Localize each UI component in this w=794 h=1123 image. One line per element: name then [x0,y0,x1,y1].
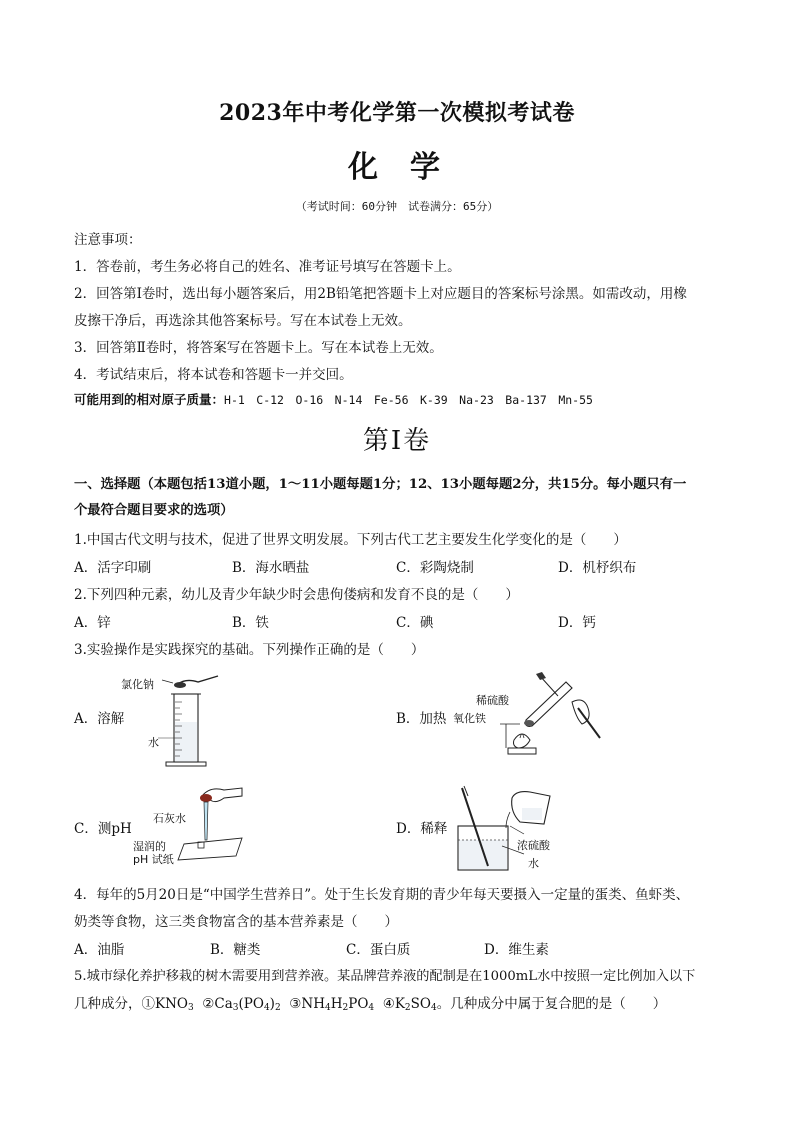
fig-c-label-paper-2: pH 试纸 [133,853,174,866]
q2-option-d: D．钙 [558,615,596,631]
exam-info: （考试时间：60分钟 试卷满分：65分） [295,200,499,213]
q4-option-b: B．糖类 [210,942,261,958]
q1-option-a: A．活字印刷 [74,560,152,576]
question-1-stem: 1.中国古代文明与技术，促进了世界文明发展。下列古代工艺主要发生化学变化的是（ ） [74,532,627,548]
section-heading-line-2: 个最符合题目要求的选项） [74,503,234,518]
atomic-masses-line [74,390,593,408]
q2-option-c: C．碘 [396,615,434,631]
subject-heading [0,142,794,186]
q5-compound-2: $②Ca_3(PO_4)_2$ [202,996,281,1013]
fig-a-label-solute: 氯化钠 [121,678,154,691]
fig-d-label-acid: 浓硫酸 [517,839,550,852]
fig-d-label-water: 水 [528,857,539,870]
note-item: 2．回答第Ⅰ卷时，选出每小题答案后，用2B铅笔把答题卡上对应题目的答案标号涂黑。如需改动，用橡 [74,286,687,302]
note-item: 3．回答第Ⅱ卷时，将答案写在答题卡上。写在本试卷上无效。 [74,340,443,356]
exam-title: 2023年中考化学第一次模拟考试卷 [219,100,575,126]
q5-compound-3: $③NH_4H_2PO_4$ [289,996,375,1013]
part-1-title: 第Ⅰ卷 [362,426,432,456]
question-3-stem: 3.实验操作是实践探究的基础。下列操作正确的是（ ） [74,642,425,658]
question-4-stem-line-2: 奶类等食物，这三类食物富含的基本营养素是（ ） [74,914,398,930]
fig-d-dilution-illustration [450,782,570,874]
q5-compound-1: $①KNO_3$ [141,996,194,1013]
fig-a-label-water: 水 [148,736,159,749]
question-5-stem-line-1: 5.城市绿化养护移栽的树木需要用到营养液。某品牌营养液的配制是在1000mL水中按照一定比例加入以下 [74,969,696,984]
fig-b-label-acid: 稀硫酸 [476,694,509,707]
section-heading-line-1: 一、选择题（本题包括13道小题，1～11小题每题1分；12、13小题每题2分，共15分。每小题只有一 [74,477,687,492]
question-4-stem-line-1: 4．每年的5月20日是“中国学生营养日”。处于生长发育期的青少年每天要摄入一定量的蛋类、鱼虾类、 [74,887,690,903]
subject-char-1: 化 [348,150,384,185]
q3-option-d: D．稀释 [396,821,448,837]
q4-option-d: D．维生素 [484,942,549,958]
q5-suffix: 。几种成分中属于复合肥的是（ ） [436,996,667,1012]
q3-option-b: B．加热 [396,711,447,727]
q5-compound-4: $④K_2SO_4$ [382,996,437,1013]
fig-a-cylinder-illustration [158,672,238,772]
question-5-stem-line-2 [74,992,666,1013]
fig-c-label-limewater: 石灰水 [153,812,186,825]
subject-char-2: 学 [410,150,446,185]
q1-option-c: C．彩陶烧制 [396,560,474,576]
fig-b-label-oxide: 氧化铁 [453,712,486,725]
q2-option-a: A．锌 [74,615,111,631]
q4-option-a: A．油脂 [74,942,125,958]
q1-option-d: D．机杼织布 [558,560,637,576]
atomic-masses-label: 可能用到的相对原子质量： [74,392,225,407]
fig-c-label-paper-1: 湿润的 [133,840,166,853]
fig-b-heating-illustration [496,668,616,760]
notes-heading: 注意事项： [74,232,142,248]
q3-option-c: C．测pH [74,821,132,837]
note-item: 4．考试结束后，将本试卷和答题卡一并交回。 [74,367,353,383]
q1-option-b: B．海水晒盐 [232,560,310,576]
atomic-masses-values: H-1 C-12 O-16 N-14 Fe-56 K-39 Na-23 Ba-137 Mn-55 [224,393,593,407]
fig-c-ph-test-illustration [176,782,250,864]
q2-option-b: B．铁 [232,615,269,631]
note-item: 皮擦干净后，再选涂其他答案标号。写在本试卷上无效。 [74,313,412,329]
question-2-stem: 2.下列四种元素，幼儿及青少年缺少时会患佝偻病和发育不良的是（ ） [74,587,519,603]
note-item: 1．答卷前，考生务必将自己的姓名、准考证号填写在答题卡上。 [74,259,461,275]
q3-option-a: A．溶解 [74,711,125,727]
q5-prefix: 几种成分， [74,996,142,1012]
q4-option-c: C．蛋白质 [346,942,411,958]
